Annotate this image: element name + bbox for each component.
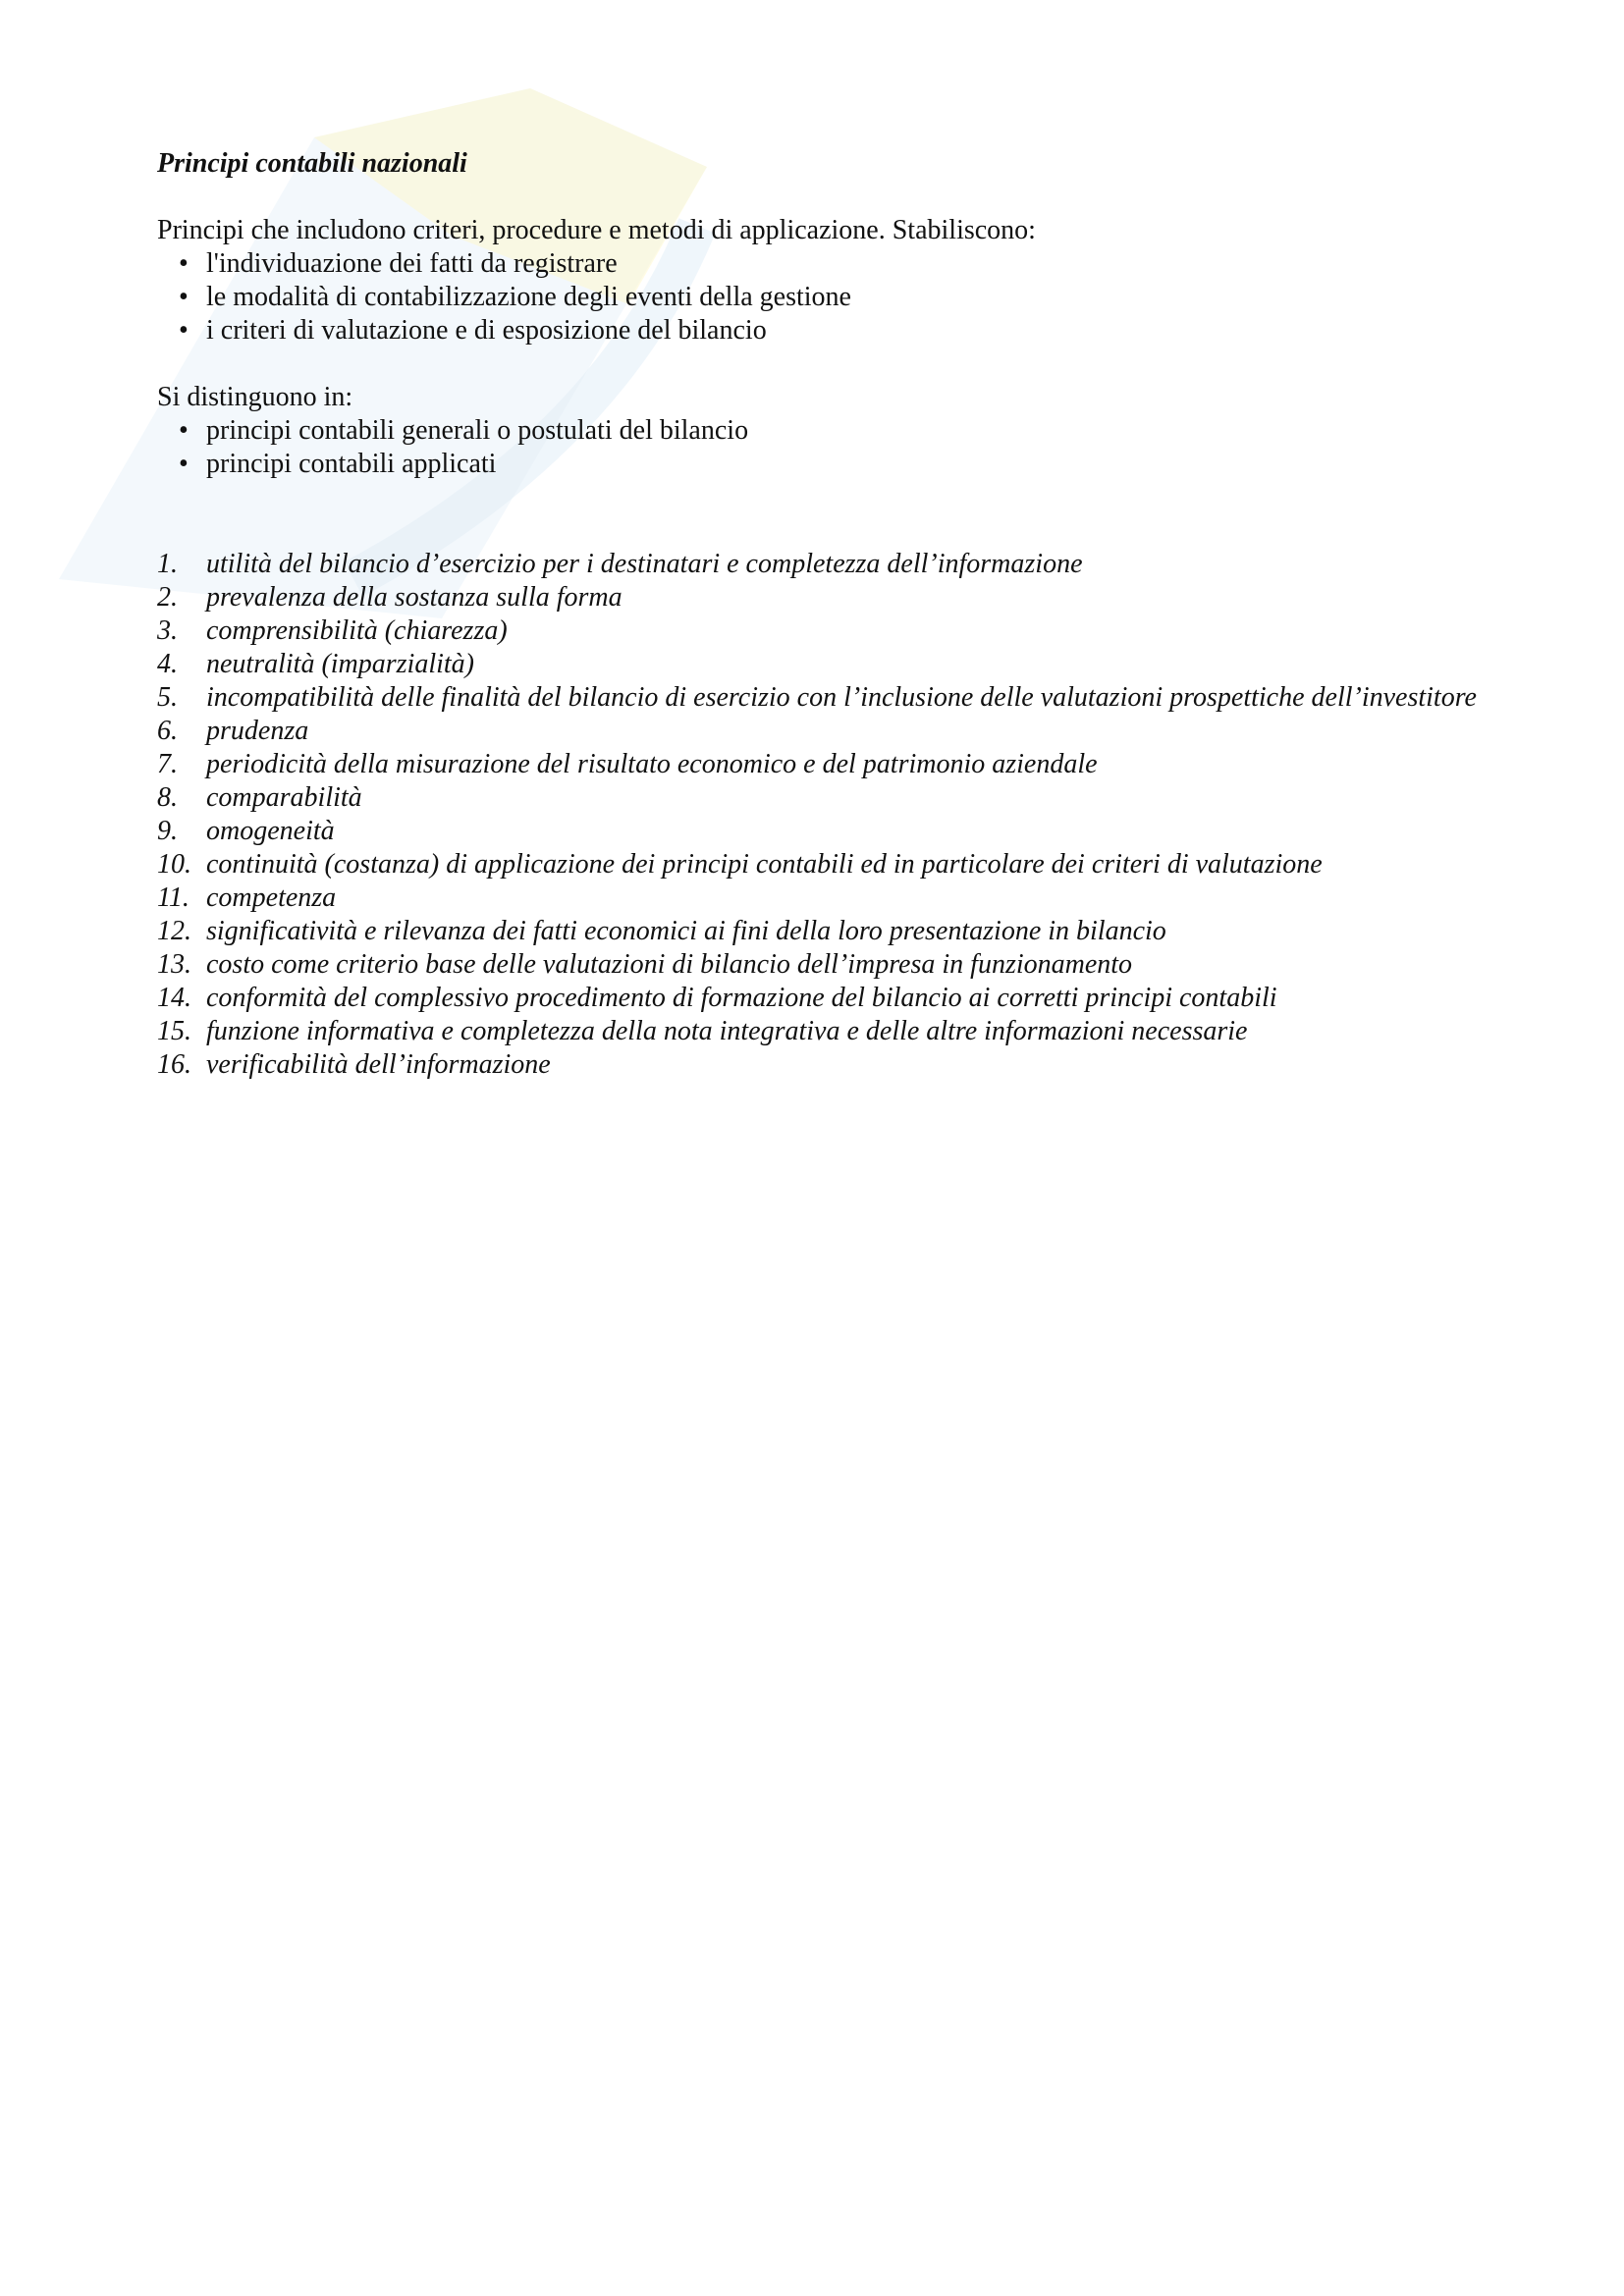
principle-text: costo come criterio base delle valutazioni di bilancio dell’impresa in funzionamento	[206, 949, 1133, 980]
principle-number: 4.	[157, 649, 178, 679]
principle-item	[157, 715, 1492, 748]
principle-number: 6.	[157, 716, 178, 746]
principle-item	[157, 915, 1492, 948]
principle-item	[157, 815, 1492, 848]
list-item	[179, 448, 1492, 481]
distinction-paragraph: Si distinguono in:	[157, 382, 353, 412]
principle-text: verificabilità dell’informazione	[206, 1049, 551, 1080]
principle-item	[157, 614, 1492, 648]
principle-text: continuità (costanza) di applicazione dei principi contabili ed in particolare dei criteri di valutazione	[206, 849, 1323, 880]
intro-bullet-list	[157, 247, 1492, 347]
principle-text: competenza	[206, 882, 337, 913]
principles-list	[157, 548, 1492, 1082]
principle-number: 1.	[157, 549, 178, 579]
bullet-icon: •	[179, 415, 189, 446]
bullet-icon: •	[179, 315, 189, 346]
document-heading: Principi contabili nazionali	[157, 148, 467, 179]
principle-item	[157, 1015, 1492, 1048]
principle-number: 8.	[157, 782, 178, 813]
principle-number: 14.	[157, 983, 191, 1013]
principle-text: comprensibilità (chiarezza)	[206, 615, 508, 646]
principle-item	[157, 781, 1492, 815]
document-body	[157, 147, 1492, 1082]
principle-item	[157, 948, 1492, 982]
principle-item	[157, 681, 1492, 715]
principle-text: conformità del complessivo procedimento di formazione del bilancio ai corretti principi contabili	[206, 983, 1277, 1013]
principle-text: utilità del bilancio d’esercizio per i destinatari e completezza dell’informazione	[206, 549, 1083, 579]
list-item-text: l'individuazione dei fatti da registrare	[206, 248, 618, 279]
list-item-text: principi contabili applicati	[206, 449, 497, 479]
principle-text: significatività e rilevanza dei fatti economici ai fini della loro presentazione in bilancio	[206, 916, 1166, 946]
principle-text: neutralità (imparzialità)	[206, 649, 474, 679]
list-item	[179, 414, 1492, 448]
principle-number: 5.	[157, 682, 178, 713]
principle-number: 10.	[157, 849, 191, 880]
principle-text: prudenza	[206, 716, 309, 746]
principle-item	[157, 848, 1492, 881]
bullet-icon: •	[179, 449, 189, 479]
principle-number: 12.	[157, 916, 191, 946]
principle-number: 11.	[157, 882, 189, 913]
principle-item	[157, 648, 1492, 681]
list-item-text: le modalità di contabilizzazione degli eventi della gestione	[206, 282, 851, 312]
list-item	[179, 314, 1492, 347]
intro-paragraph: Principi che includono criteri, procedure e metodi di applicazione. Stabiliscono:	[157, 215, 1036, 245]
principle-number: 3.	[157, 615, 178, 646]
list-item	[179, 281, 1492, 314]
principle-number: 2.	[157, 582, 178, 613]
bullet-icon: •	[179, 248, 189, 279]
principle-item	[157, 581, 1492, 614]
principle-text: periodicità della misurazione del risultato economico e del patrimonio aziendale	[206, 749, 1098, 779]
distinction-bullet-list	[157, 414, 1492, 481]
principle-item	[157, 548, 1492, 581]
principle-text: omogeneità	[206, 816, 335, 846]
principle-number: 9.	[157, 816, 178, 846]
principle-item	[157, 881, 1492, 915]
bullet-icon: •	[179, 282, 189, 312]
principle-number: 7.	[157, 749, 178, 779]
list-item-text: i criteri di valutazione e di esposizione del bilancio	[206, 315, 767, 346]
principle-item	[157, 748, 1492, 781]
principle-text: comparabilità	[206, 782, 362, 813]
principle-text: prevalenza della sostanza sulla forma	[206, 582, 623, 613]
principle-number: 13.	[157, 949, 191, 980]
list-item-text: principi contabili generali o postulati del bilancio	[206, 415, 749, 446]
list-item	[179, 247, 1492, 281]
principle-number: 16.	[157, 1049, 191, 1080]
principle-text: funzione informativa e completezza della nota integrativa e delle altre informazioni necessarie	[206, 1016, 1248, 1046]
principle-number: 15.	[157, 1016, 191, 1046]
principle-text: incompatibilità delle finalità del bilancio di esercizio con l’inclusione delle valutazioni prospettiche dell’investitore	[206, 682, 1477, 713]
principle-item	[157, 1048, 1492, 1082]
principle-item	[157, 982, 1492, 1015]
